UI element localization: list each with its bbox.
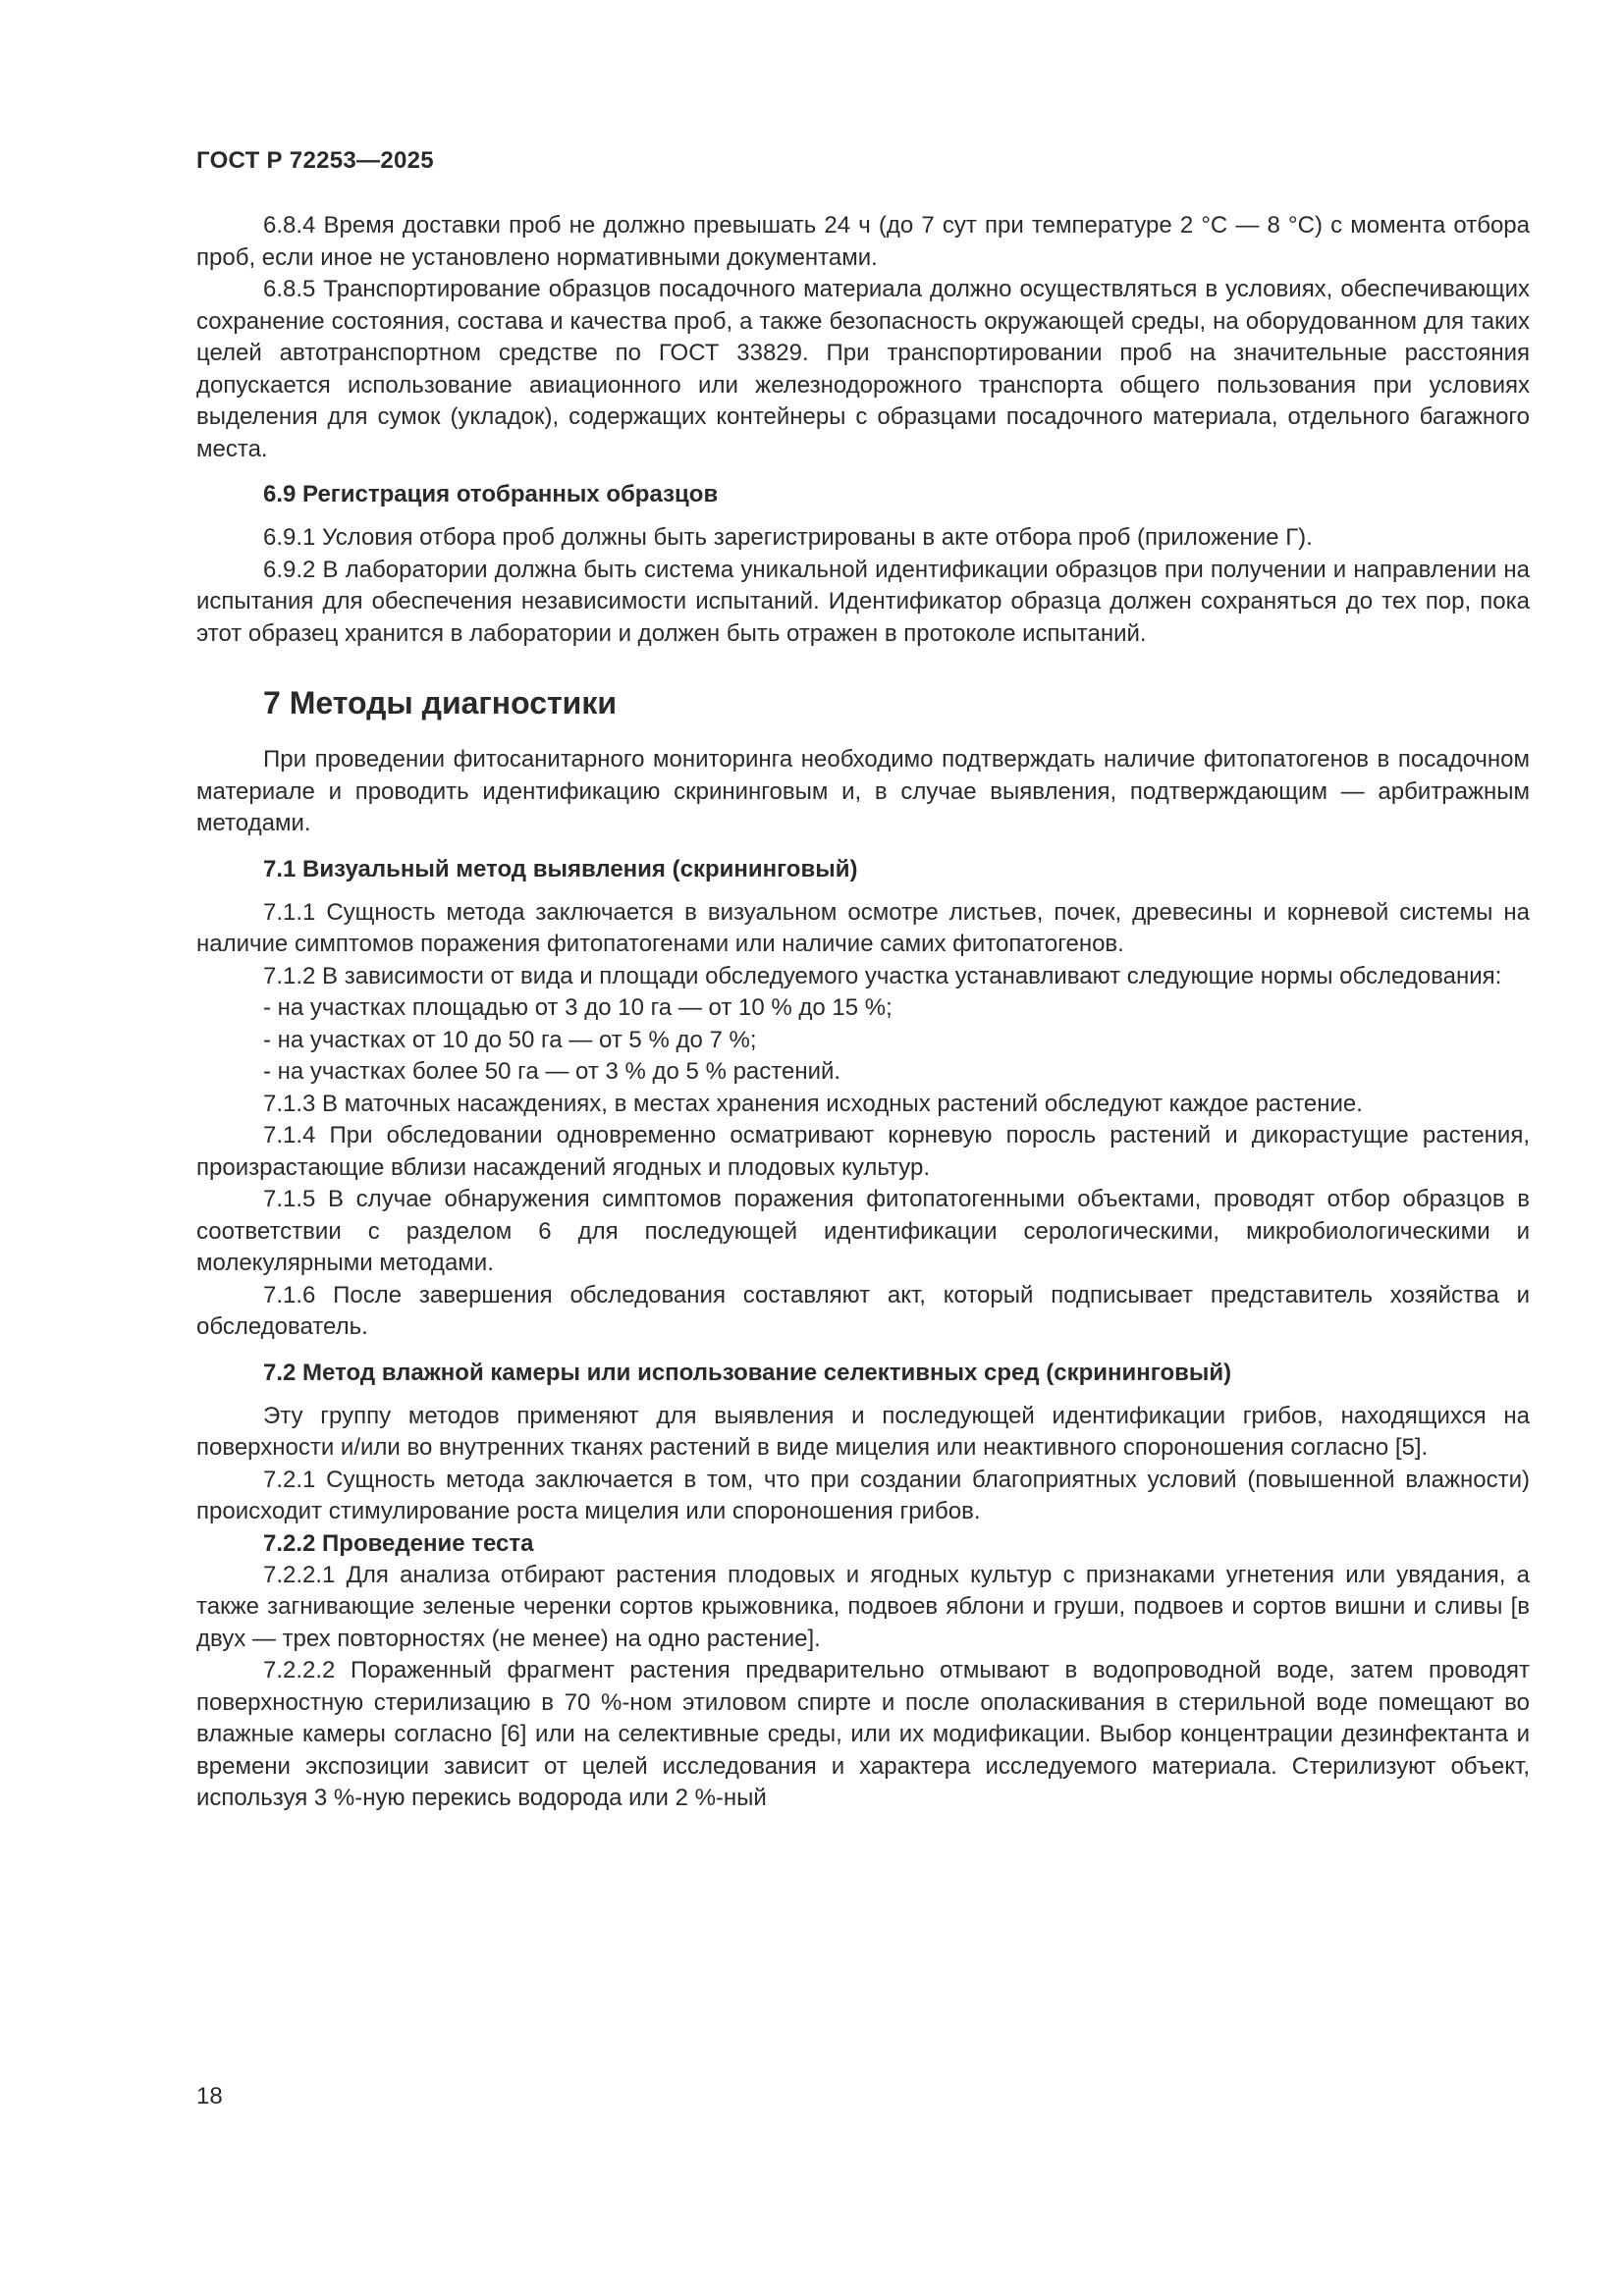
paragraph-7-2-1: 7.2.1 Сущность метода заключается в том, что при создании благоприятных условий (повышенной влажности) происходит стимулирование роста мицелия или спороношения грибов.: [196, 1466, 1530, 1524]
paragraph-6-8-4: 6.8.4 Время доставки проб не должно превышать 24 ч (до 7 сут при температуре 2 °С — 8 °С) с момента отбора проб, если иное не установлено нормативными документами.: [196, 212, 1530, 271]
paragraph-6-8-5: 6.8.5 Транспортирование образцов посадочного материала должно осуществляться в условиях, обеспечивающих сохранение состояния, состава и качества проб, а также безопасность окружающей среды, на оборудованном для таких целей автотранспортном средстве по ГОСТ 33829. При транспортировании проб на значительные расстояния допускается использование авиационного или железнодорожного транспорта общего пользования при условиях выделения для сумок (укладок), содержащих контейнеры с образцами посадочного материала, отдельного багажного места.: [196, 276, 1530, 462]
list-item: - на участках от 10 до 50 га — от 5 % до 7 %;: [263, 1026, 757, 1053]
page-number: 18: [196, 2083, 223, 2109]
list-item: - на участках площадью от 3 до 10 га — от 10 % до 15 %;: [263, 994, 893, 1021]
heading-7-2-2: 7.2.2 Проведение теста: [263, 1529, 534, 1557]
paragraph-7-2-2-1: 7.2.2.1 Для анализа отбирают растения плодовых и ягодных культур с признаками угнетения или увядания, а также загнивающие зеленые черенки сортов крыжовника, подвоев яблони и груши, подвоев и сортов вишни и сливы [в двух — трех повторностях (не менее) на одно растение].: [196, 1561, 1530, 1652]
list-item: - на участках более 50 га — от 3 % до 5 % растений.: [263, 1058, 841, 1085]
heading-6-9: 6.9 Регистрация отобранных образцов: [263, 481, 719, 507]
heading-7-2: 7.2 Метод влажной камеры или использование селективных сред (скрининговый): [263, 1359, 1232, 1386]
paragraph-7-2-2-2: 7.2.2.2 Пораженный фрагмент растения предварительно отмывают в водопроводной воде, затем проводят поверхностную стерилизацию в 70 %-ном этиловом спирте и после ополаскивания в стерильной воде помещают во влажные камеры согласно [6] или на селективные среды, или их модификации. Выбор концентрации дезинфектанта и времени экспозиции зависит от целей исследования и характера исследуемого материала. Стерилизуют объект, используя 3 %-ную перекись водорода или 2 %-ный: [196, 1657, 1530, 1811]
paragraph-7-1-1: 7.1.1 Сущность метода заключается в визуальном осмотре листьев, почек, древесины и корневой системы на наличие симптомов поражения фитопатогенами или наличие самих фитопатогенов.: [196, 898, 1530, 957]
paragraph-7-1-2: 7.1.2 В зависимости от вида и площади обследуемого участка устанавливают следующие нормы обследования:: [263, 962, 1502, 989]
paragraph-7-intro: При проведении фитосанитарного мониторинга необходимо подтверждать наличие фитопатогенов в посадочном материале и проводить идентификацию скрининговым и, в случае выявления, подтверждающим — арбитражным методами.: [196, 746, 1530, 836]
paragraph-7-1-3: 7.1.3 В маточных насаждениях, в местах хранения исходных растений обследуют каждое растение.: [263, 1090, 1363, 1117]
paragraph-7-1-4: 7.1.4 При обследовании одновременно осматривают корневую поросль растений и дикорастущие растения, произрастающие вблизи насаждений ягодных и плодовых культур.: [196, 1122, 1530, 1181]
paragraph-6-9-2: 6.9.2 В лаборатории должна быть система уникальной идентификации образцов при получении и направлении на испытания для обеспечения независимости испытаний. Идентификатор образца должен сохраняться до тех пор, пока этот образец хранится в лаборатории и должен быть отражен в протоколе испытаний.: [196, 556, 1530, 647]
document-page: [196, 147, 1530, 1815]
document-header: ГОСТ Р 72253—2025: [196, 147, 434, 174]
paragraph-7-1-6: 7.1.6 После завершения обследования составляют акт, который подписывает представитель хозяйства и обследователь.: [196, 1281, 1530, 1340]
paragraph-6-9-1: 6.9.1 Условия отбора проб должны быть зарегистрированы в акте отбора проб (приложение Г).: [263, 524, 1313, 551]
paragraph-7-1-5: 7.1.5 В случае обнаружения симптомов поражения фитопатогенными объектами, проводят отбор образцов в соответствии с разделом 6 для последующей идентификации серологическими, микробиологическими и молекулярными методами.: [196, 1186, 1530, 1276]
section-heading-7: 7 Методы диагностики: [263, 685, 618, 721]
heading-7-1: 7.1 Визуальный метод выявления (скрининговый): [263, 855, 858, 882]
paragraph-7-2-intro: Эту группу методов применяют для выявления и последующей идентификации грибов, находящихся на поверхности и/или во внутренних тканях растений в виде мицелия или неактивного спороношения согласно [5].: [196, 1402, 1530, 1461]
